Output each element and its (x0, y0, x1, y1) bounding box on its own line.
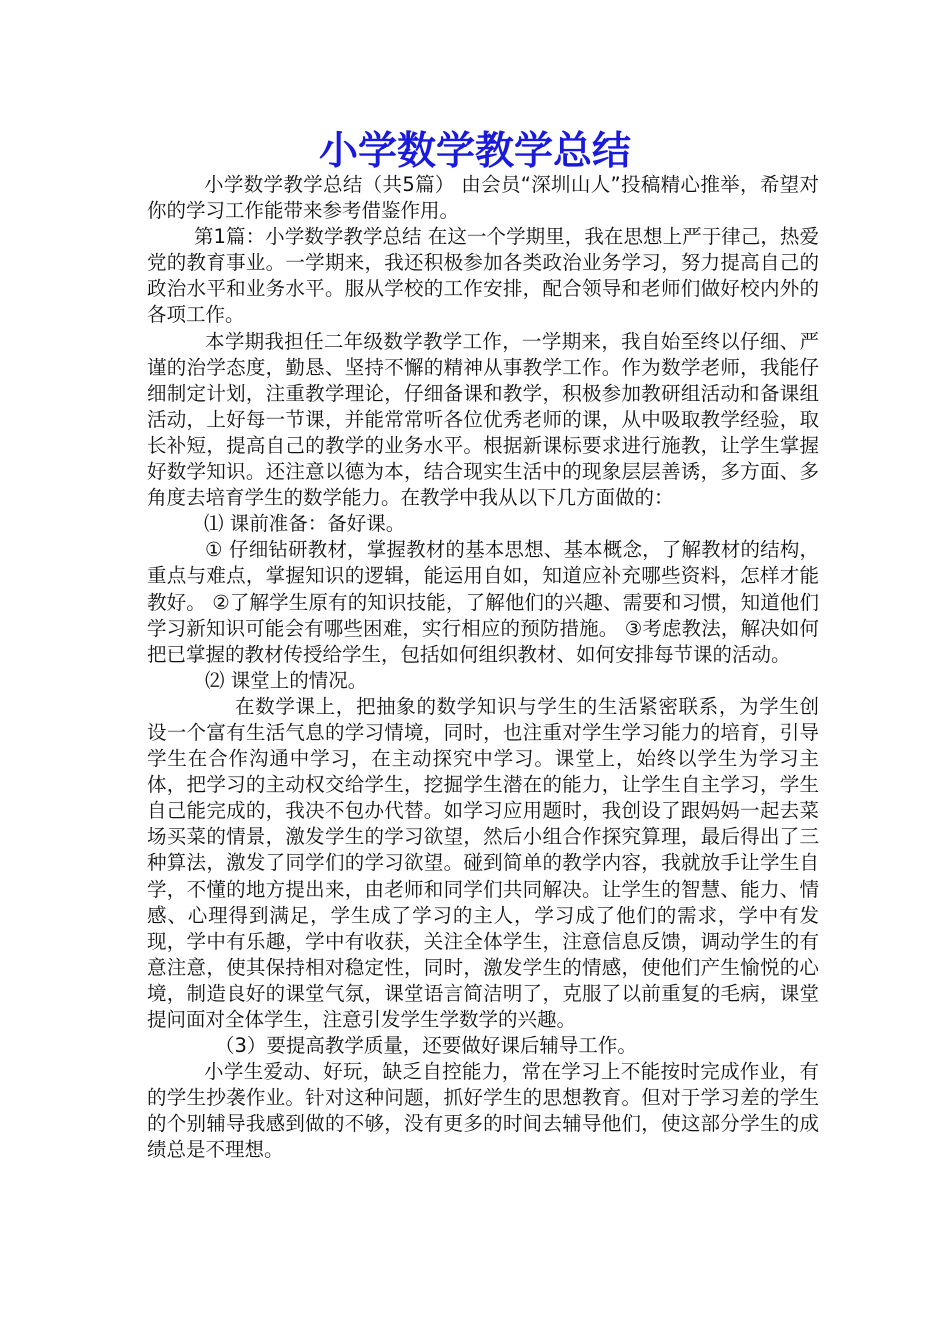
intro-paragraph: 小学数学教学总结（共5篇） 由会员“深圳山人”投稿精心推举，希望对你的学习工作能带来参考借鉴作用。 (147, 173, 819, 223)
document-title: 小学数学教学总结 (318, 128, 631, 174)
teaching-work-paragraph: 本学期我担任二年级数学教学工作，一学期来，我自始至终以仔细、严谨的治学态度，勤恳、坚持不懈的精神从事教学工作。作为数学老师，我能仔细制定计划，注重教学理论，仔细备课和教学，积极参加教研组活动和备课组活动，上好每一节课，并能常常听各位优秀老师的课，从中吸取教学经验，取长补短，提高自己的教学的业务水平。根据新课标要求进行施教，让学生掌握好数学知识。还注意以德为本，结合现实生活中的现象层层善诱，多方面、多角度去培育学生的数学能力。在教学中我从以下几方面做的： (147, 329, 819, 510)
preparation-details-paragraph: ① 仔细钻研教材，掌握教材的基本思想、基本概念，了解教材的结构，重点与难点，掌握知识的逻辑，能运用自如，知道应补充哪些资料，怎样才能教好。 ②了解学生原有的知识技能，了解他们的兴趣、需要和习惯，知道他们学习新知识可能会有哪些困难，实行相应的预防措施。 ③考虑教法，解决如何把已掌握的教材传授给学生，包括如何组织教材、如何安排每节课的活动。 (147, 538, 819, 666)
section-heading-tutoring: （3）要提高教学质量，还要做好课后辅导工作。 (215, 1034, 637, 1058)
tutoring-details-paragraph: 小学生爱动、好玩，缺乏自控能力，常在学习上不能按时完成作业，有的学生抄袭作业。针对这种问题，抓好学生的思想教育。但对于学习差的学生的个别辅导我感到做的不够，没有更多的时间去辅导他们，使这部分学生的成绩总是不理想。 (147, 1060, 819, 1162)
part1-opening-paragraph: 第1篇：小学数学教学总结 在这一个学期里，我在思想上严于律己，热爱党的教育事业。一学期来，我还积极参加各类政治业务学习，努力提高自己的政治水平和业务水平。服从学校的工作安排，配合领导和老师们做好校内外的各项工作。 (147, 225, 819, 327)
section-heading-classroom: ⑵ 课堂上的情况。 (205, 668, 368, 692)
section-heading-preparation: ⑴ 课前准备：备好课。 (204, 512, 406, 536)
classroom-details-paragraph: 在数学课上，把抽象的数学知识与学生的生活紧密联系，为学生创设一个富有生活气息的学习情境，同时，也注重对学生学习能力的培育，引导学生在合作沟通中学习，在主动探究中学习。课堂上，始终以学生为学习主体，把学习的主动权交给学生，挖掘学生潜在的能力，让学生自主学习，学生自己能完成的，我决不包办代替。如学习应用题时，我创设了跟妈妈一起去菜场买菜的情景，激发学生的学习欲望，然后小组合作探究算理，最后得出了三种算法，激发了同学们的学习欲望。碰到简单的教学内容，我就放手让学生自学，不懂的地方提出来，由老师和同学们共同解决。让学生的智慧、能力、情感、心理得到满足，学生成了学习的主人，学习成了他们的需求，学中有发现，学中有乐趣，学中有收获，关注全体学生，注意信息反馈，调动学生的有意注意，使其保持相对稳定性，同时，激发学生的情感，使他们产生愉悦的心境，制造良好的课堂气氛，课堂语言简洁明了，克服了以前重复的毛病，课堂提问面对全体学生，注意引发学生学数学的兴趣。 (147, 694, 819, 1031)
document-body (147, 172, 819, 1164)
